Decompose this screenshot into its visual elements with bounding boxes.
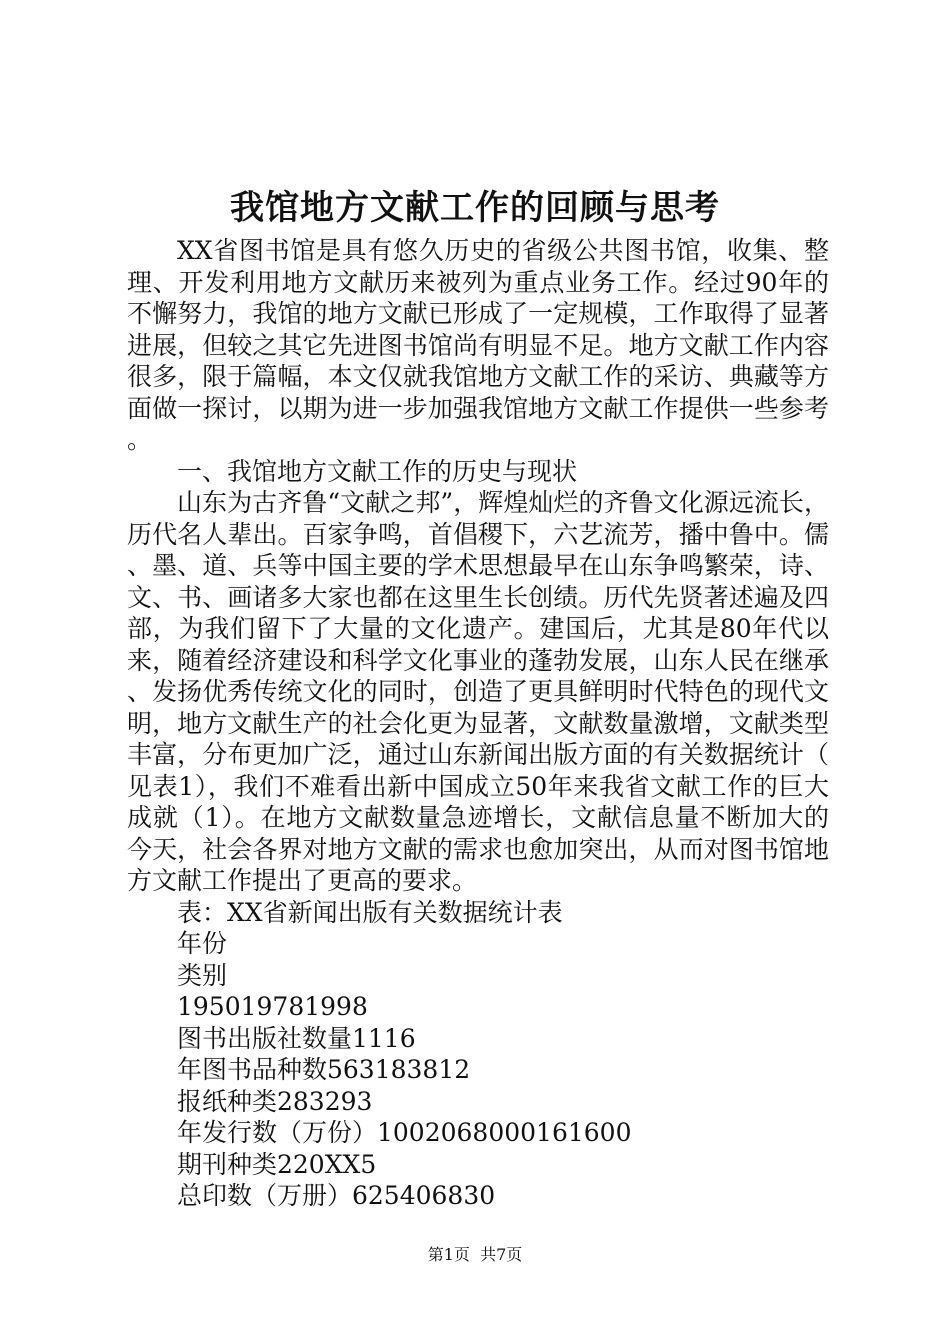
table-caption: 表：XX省新闻出版有关数据统计表 xyxy=(177,897,563,927)
document-body xyxy=(127,235,829,1212)
section-paragraph: 山东为古齐鲁“文献之邦”，辉煌灿烂的齐鲁文化源远流长，历代名人辈出。百家争鸣，首倡稷下，六艺流芳，播中鲁中。儒、墨、道、兵等中国主要的学术思想最早在山东争鸣繁荣，诗、文、书、画诸多大家也都在这里生长创绩。历代先贤著述遍及四部，为我们留下了大量的文化遗产。建国后，尤其是80年代以来，随着经济建设和科学文化事业的蓬勃发展，山东人民在继承、发扬优秀传统文化的同时，创造了更具鲜明时代特色的现代文明，地方文献生产的社会化更为显著，文献数量激增，文献类型丰富，分布更加广泛，通过山东新闻出版方面的有关数据统计（见表1），我们不难看出新中国成立50年来我省文献工作的巨大成就（1）。在地方文献数量急迹增长，文献信息量不断加大的今天，社会各界对地方文献的需求也愈加突出，从而对图书馆地方文献工作提出了更高的要求。 xyxy=(127,488,829,895)
table-years-row: 195019781998 xyxy=(177,992,368,1021)
table-row: 图书出版社数量1116 xyxy=(177,1023,416,1053)
table-row: 年发行数（万份）1002068000161600 xyxy=(177,1118,632,1147)
table-header-category: 类别 xyxy=(177,960,228,990)
table-header-year: 年份 xyxy=(177,929,228,958)
table-row: 报纸种类283293 xyxy=(177,1086,373,1116)
page-total: 共7页 xyxy=(480,1245,523,1264)
page-footer xyxy=(0,1245,950,1265)
table-row: 年图书品种数563183812 xyxy=(177,1055,471,1084)
section-heading: 一、我馆地方文献工作的历史与现状 xyxy=(177,456,578,486)
page-number: 第1页 xyxy=(427,1245,470,1264)
table-row: 期刊种类220XX5 xyxy=(177,1149,377,1179)
intro-paragraph: XX省图书馆是具有悠久历史的省级公共图书馆，收集、整理、开发利用地方文献历来被列为重点业务工作。经过90年的不懈努力，我馆的地方文献已形成了一定规模，工作取得了显著进展，但较之其它先进图书馆尚有明显不足。地方文献工作内容很多，限于篇幅，本文仅就我馆地方文献工作的采访、典藏等方面做一探讨，以期为进一步加强我馆地方文献工作提供一些参考。 xyxy=(127,236,829,454)
table-row: 总印数（万册）625406830 xyxy=(177,1181,496,1210)
document-title: 我馆地方文献工作的回顾与思考 xyxy=(230,188,720,228)
